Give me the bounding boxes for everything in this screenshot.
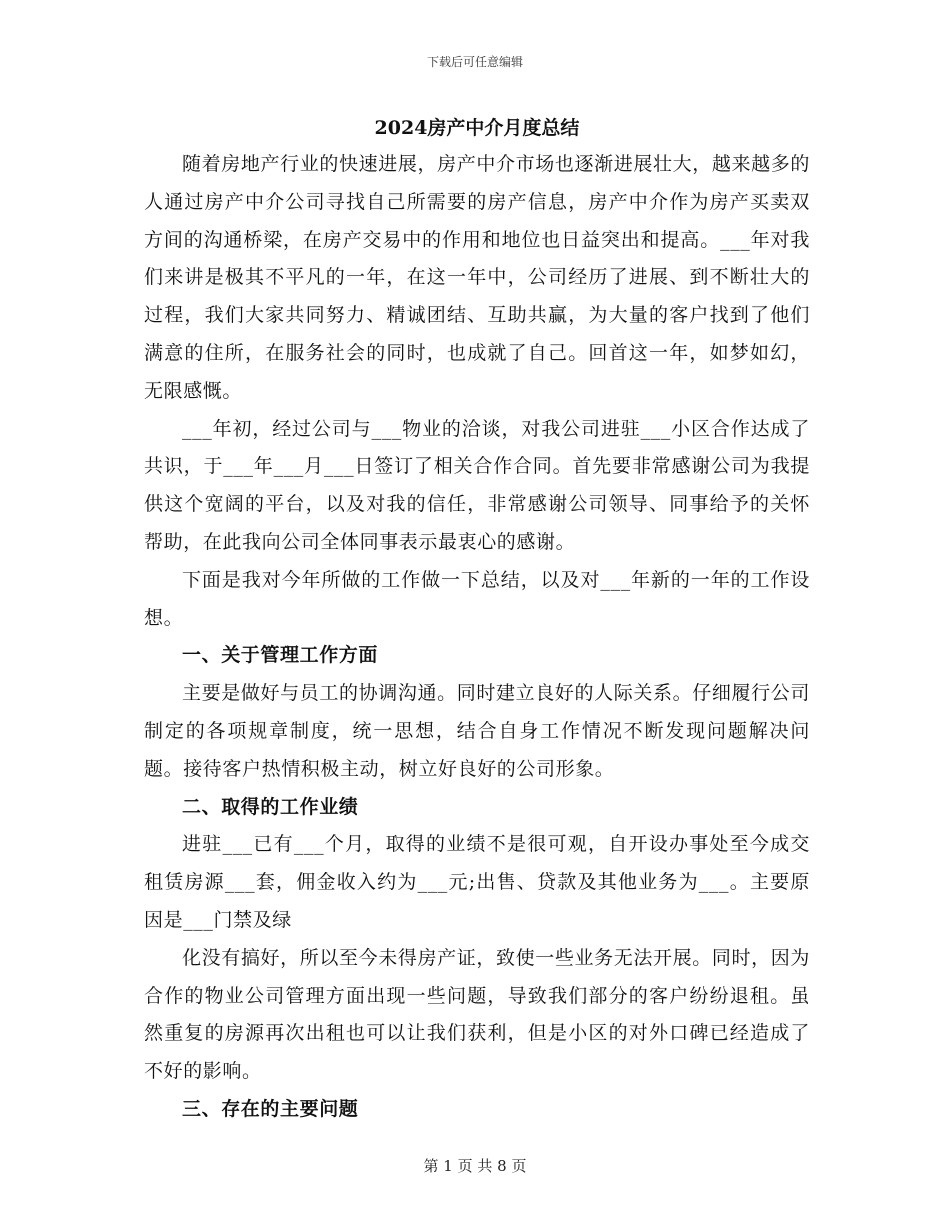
page-number: 第 1 页 共 8 页 <box>423 1157 527 1175</box>
header-note: 下载后可任意编辑 <box>426 55 523 69</box>
paragraph-intro: 随着房地产行业的快速进展，房产中介市场也逐渐进展壮大，越来越多的人通过房产中介公司寻找自己所需要的房产信息，房产中介作为房产买卖双方间的沟通桥梁，在房产交易中的作用和地位也日益突出和提高。___年对我们来讲是极其不平凡的一年，在这一年中，公司经历了进展、到不断壮大的过程，我们大家共同努力、精诚团结、互助共赢，为大量的客户找到了他们满意的住所，在服务社会的同时，也成就了自己。回首这一年，如梦如幻，无限感慨。 <box>144 153 810 402</box>
paragraph-achievements: 进驻___已有___个月，取得的业绩不是很可观，自开设办事处至今成交租赁房源___套，佣金收入约为___元;出售、贷款及其他业务为___。主要原因是___门禁及绿 <box>144 833 810 931</box>
section-heading-achievements: 二、取得的工作业绩 <box>182 795 359 818</box>
section-heading-management: 一、关于管理工作方面 <box>182 644 379 667</box>
paragraph-cooperation: ___年初，经过公司与___物业的洽谈，对我公司进驻___小区合作达成了共识，于___年___月___日签订了相关合作合同。首先要非常感谢公司为我提供这个宽阔的平台，以及对我的信任，非常感谢公司领导、同事给予的关怀帮助，在此我向公司全体同事表示最衷心的感谢。 <box>144 417 810 553</box>
document-title: 2024房产中介月度总结 <box>374 117 580 139</box>
section-heading-issues: 三、存在的主要问题 <box>182 1097 359 1120</box>
paragraph-problems-detail: 化没有搞好，所以至今未得房产证，致使一些业务无法开展。同时，因为合作的物业公司管理方面出现一些问题，导致我们部分的客户纷纷退租。虽然重复的房源再次出租也可以让我们获利，但是小区的对外口碑已经造成了不好的影响。 <box>144 946 810 1083</box>
document-body <box>144 110 810 1129</box>
paragraph-summary-intro: 下面是我对今年所做的工作做一下总结，以及对___年新的一年的工作设想。 <box>144 568 810 629</box>
paragraph-management: 主要是做好与员工的协调沟通。同时建立良好的人际关系。仔细履行公司制定的各项规章制度，统一思想，结合自身工作情况不断发现问题解决问题。接待客户热情积极主动，树立好良好的公司形象。 <box>144 682 810 780</box>
